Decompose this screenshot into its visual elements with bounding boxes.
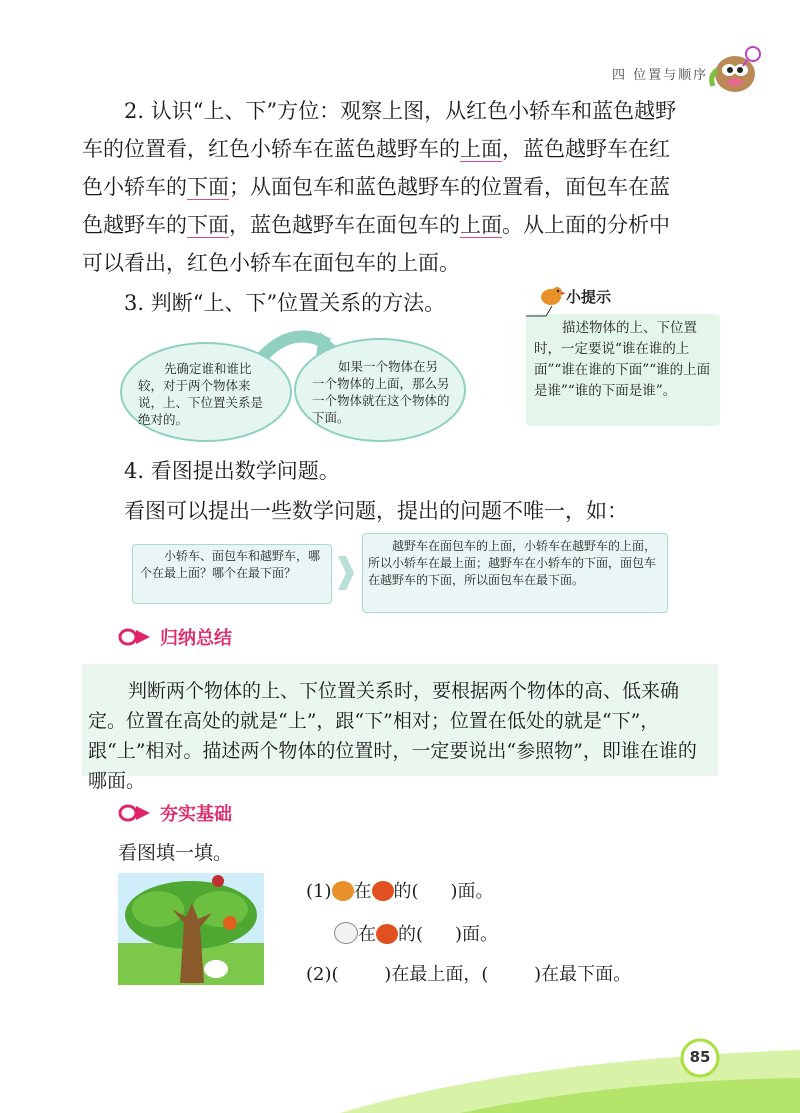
section-2-line-5: 可以看出，红色小轿车在面包车的上面。 [82, 251, 460, 275]
bird-icon [332, 881, 354, 901]
section-2-line-1: 2. 认识“上、下”方位：观察上图，从红色小轿车和蓝色越野 [124, 99, 677, 123]
question-1a [306, 877, 494, 903]
section-2-line-3 [82, 168, 732, 206]
text-span: ，蓝色越野车在红 [502, 137, 670, 161]
text-span: 车的位置看，红色小轿车在蓝色越野车的 [82, 137, 460, 161]
squirrel-icon [372, 881, 394, 901]
answer-body: 越野车在面包车的上面，小轿车在越野车的上面，所以小轿车在最上面；越野车在小轿车的下面，面包车在越野车的下面，所以面包车在最下面。 [368, 539, 657, 587]
section-2-line-4 [82, 206, 732, 244]
text-span: ，蓝色越野车在面包车的 [229, 213, 460, 237]
section-4-title: 4. 看图提出数学问题。 [124, 459, 340, 483]
question-1-label: (1) [306, 881, 332, 902]
tip-title: 小提示 [566, 288, 612, 306]
text-span: 的( [398, 924, 424, 945]
summary-text [88, 676, 714, 796]
rabbit-icon [334, 922, 358, 944]
summary-body: 判断两个物体的上、下位置关系时，要根据两个物体的高、低来确定。位置在高处的就是“上”，跟“下”相对；位置在低处的就是“下”，跟“上”相对。描述两个物体的位置时，一定要说出“参照物”，即谁在谁的哪面。 [88, 680, 697, 792]
tip-text-body: 描述物体的上、下位置时，一定要说“谁在谁的上面”“谁在谁的下面”“谁的上面是谁”“谁的下面是谁”。 [534, 320, 711, 399]
squirrel-icon [376, 924, 398, 944]
section-4 [82, 452, 732, 530]
text-span: )面。 [450, 881, 494, 902]
section-4-intro: 看图可以提出一些数学问题，提出的问题不唯一，如： [124, 499, 628, 523]
tip-text [534, 318, 716, 402]
text-span: 。从上面的分析中 [502, 213, 670, 237]
basics-instruction: 看图填一填。 [118, 842, 233, 864]
bubble-1-body: 先确定谁和谁比较，对于两个物体来说，上、下位置关系是绝对的。 [138, 361, 264, 427]
section-2-line-2 [82, 130, 732, 168]
bubble-2-body: 如果一个物体在另一个物体的上面，那么另一个物体就在这个物体的下面。 [312, 359, 450, 425]
method-bubble-1-text [138, 360, 274, 428]
bird-icon [536, 280, 566, 308]
text-span: 色小轿车的 [82, 175, 187, 199]
summary-title: 归纳总结 [160, 628, 232, 649]
answer-box-text [368, 538, 662, 589]
chapter-header: 四 位置与顺序 [612, 68, 709, 83]
mascot-icon [705, 40, 767, 96]
underlined-below-1: 下面 [187, 175, 229, 199]
chevron-right-icon [336, 556, 356, 590]
underlined-above-2: 上面 [460, 213, 502, 237]
text-span: 在 [358, 924, 376, 945]
underlined-above-1: 上面 [460, 137, 502, 161]
question-2: (2)( )在最上面，( )在最下面。 [306, 964, 632, 985]
question-box-text [140, 548, 326, 582]
question-body: 小轿车、面包车和越野车，哪个在最上面？哪个在最下面？ [140, 549, 321, 580]
text-span: )面。 [455, 924, 499, 945]
section-3-title-text: 3. 判断“上、下”位置关系的方法。 [124, 291, 446, 315]
section-2-paragraph [82, 92, 732, 282]
section-3-title [82, 284, 522, 322]
section-marker-icon [118, 803, 154, 823]
basics-title: 夯实基础 [160, 804, 232, 825]
page-number: 85 [689, 1048, 711, 1066]
text-span: ；从面包车和蓝色越野车的位置看，面包车在蓝 [229, 175, 670, 199]
method-bubble-2-text [312, 358, 450, 426]
text-span: 色越野车的 [82, 213, 187, 237]
tree-scene-image [118, 873, 264, 985]
text-span: 的( [393, 881, 419, 902]
section-marker-icon [118, 627, 154, 647]
question-1b [334, 920, 498, 946]
underlined-below-2: 下面 [187, 213, 229, 237]
text-span: 在 [353, 881, 372, 902]
